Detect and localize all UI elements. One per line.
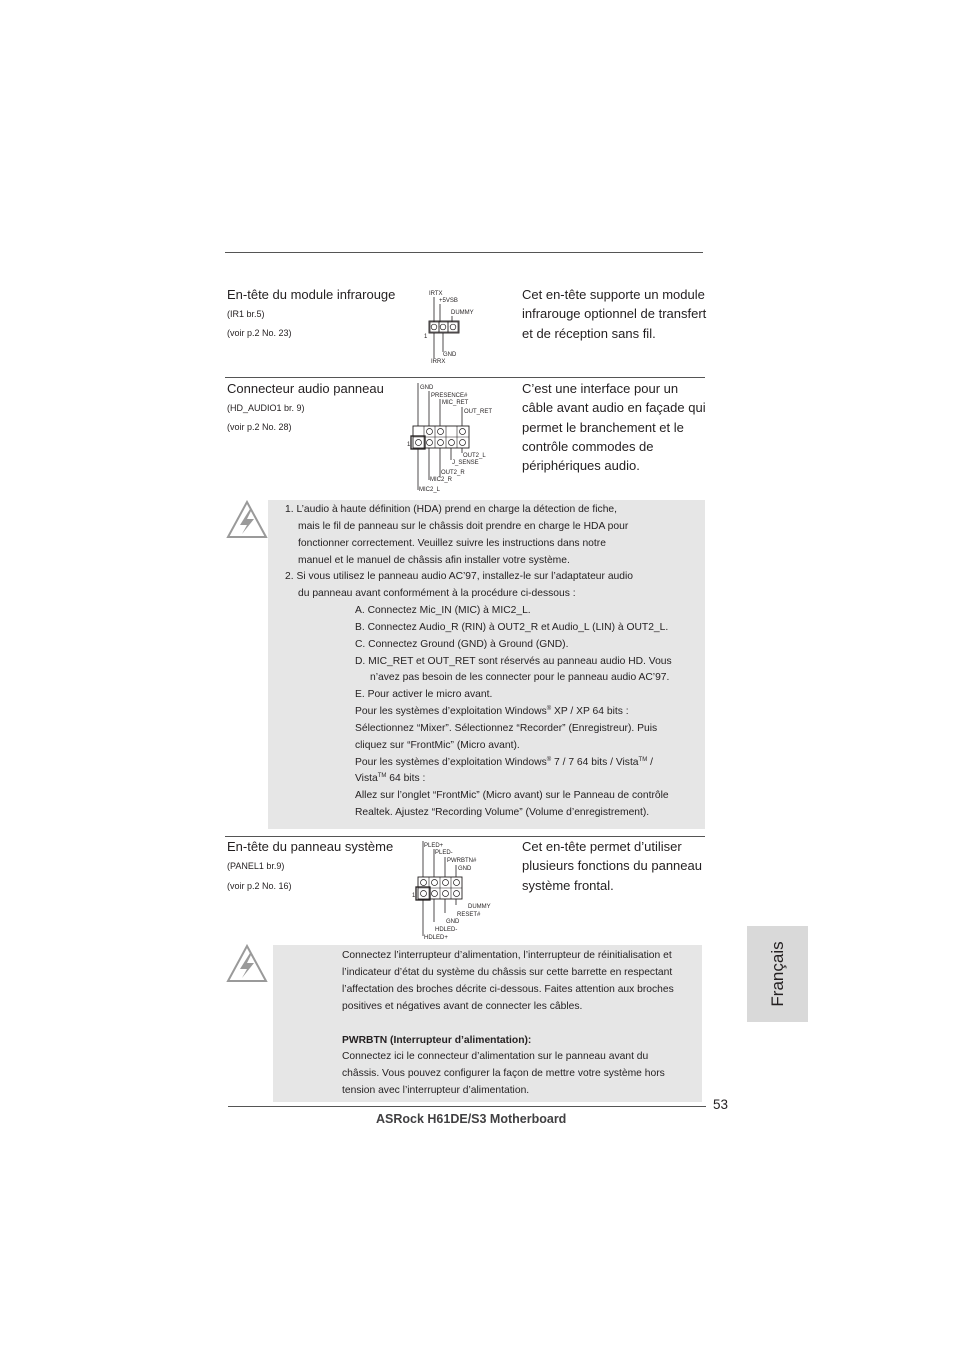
note1-vista-text-end: 64 bits :	[386, 773, 426, 784]
note1-line: mais le fil de panneau sur le châssis doit prendre en charge le HDA pour	[298, 521, 629, 532]
panel-pin-pled-plus: PLED+	[424, 843, 444, 849]
registered-mark: ®	[546, 757, 552, 763]
note1-line: du panneau avant conformément à la procédure ci-dessous :	[298, 588, 576, 599]
audio-pin-out-ret: OUT_RET	[464, 409, 493, 415]
rule-ir	[225, 377, 705, 378]
ir-title: En-tête du module infrarouge	[227, 287, 396, 302]
note1-line: C. Connectez Ground (GND) à Ground (GND).	[355, 639, 569, 650]
note1-line: manuel et le manuel de châssis afin installer votre système.	[298, 555, 570, 566]
panel-ref1: (PANEL1 br.9)	[227, 861, 285, 871]
note1-line: B. Connectez Audio_R (RIN) à OUT2_R et Audio_L (LIN) à OUT2_L.	[355, 622, 669, 633]
audio-ref1: (HD_AUDIO1 br. 9)	[227, 403, 305, 413]
note1-xp-text: Pour les systèmes d’exploitation Windows	[355, 706, 547, 717]
note1-line: n’avez pas besoin de les connecter pour le panneau audio AC’97.	[370, 672, 670, 683]
ir-pin-dummy: DUMMY	[451, 310, 474, 316]
ir-ref1: (IR1 br.5)	[227, 309, 265, 319]
page-number: 53	[713, 1097, 729, 1112]
note-box-audio	[268, 500, 705, 829]
audio-pin-one: 1	[407, 442, 411, 448]
panel-pin-hdled-plus: HDLED+	[424, 935, 448, 941]
note-box-panel	[273, 945, 702, 1102]
note1-w7-line	[355, 757, 653, 768]
trademark-mark: TM	[377, 773, 387, 779]
note1-w7-text: Pour les systèmes d’exploitation Windows	[355, 757, 547, 768]
note2-line: l’indicateur d’état du système du châssis sur cette barrette en respectant	[342, 967, 673, 978]
note2-line: positives et négatives avant de connecter les câbles.	[342, 1001, 583, 1012]
note1-vista-text: Vista	[355, 773, 378, 784]
note1-line: Sélectionnez “Mixer”. Sélectionnez “Recorder” (Enregistreur). Puis	[355, 723, 658, 734]
audio-description: C’est une interface pour un câble avant audio en façade qui permet le branchement et le contrôle commodes de périphériques audio.	[522, 381, 706, 474]
ir-pin-irtx: IRTX	[429, 291, 443, 297]
note1-xp-line	[355, 706, 629, 717]
panel-pin-gnd: GND	[458, 866, 472, 872]
note1-w7-text-mid: 7 / 7 64 bits / Vista	[551, 757, 639, 768]
audio-pin-out2-l: OUT2_L	[463, 453, 486, 459]
note1-line: Allez sur l’onglet “FrontMic” (Micro avant) sur le Panneau de contrôle	[355, 790, 669, 801]
note1-vista-line	[355, 773, 425, 784]
audio-ref2: (voir p.2 No. 28)	[227, 422, 292, 432]
note1-line: A. Connectez Mic_IN (MIC) à MIC2_L.	[355, 605, 531, 616]
footer-title: ASRock H61DE/S3 Motherboard	[376, 1112, 567, 1126]
audio-pin-j-sense: J_SENSE	[452, 460, 479, 466]
panel-description: Cet en-tête permet d’utiliser plusieurs fonctions du panneau système frontal.	[522, 839, 702, 893]
note1-line: 1. L’audio à haute définition (HDA) prend en charge la détection de fiche,	[285, 504, 618, 515]
panel-ref2: (voir p.2 No. 16)	[227, 881, 292, 891]
audio-pin-mic-ret: MIC_RET	[442, 400, 469, 406]
language-side-tab	[747, 926, 808, 1022]
note2-line: l’affectation des broches décrite ci-dessous. Faites attention aux broches	[342, 984, 674, 995]
audio-pin-mic2-l: MIC2_L	[419, 487, 441, 493]
panel-title: En-tête du panneau système	[227, 839, 394, 854]
ir-pin-gnd: GND	[443, 352, 457, 358]
audio-pin-gnd: GND	[420, 385, 434, 391]
ir-pin-one: 1	[424, 334, 428, 340]
ir-description: Cet en-tête supporte un module infrarouge optionnel de transfert et de réception sans fil.	[522, 287, 707, 341]
note1-w7-text-end: /	[647, 757, 653, 768]
panel-pin-diagram	[410, 838, 500, 942]
note1-line: cliquez sur “FrontMic” (Micro avant).	[355, 740, 520, 751]
audio-pin-diagram	[405, 380, 515, 496]
panel-pin-pwrbtn: PWRBTN#	[447, 858, 477, 864]
panel-pin-pled-minus: PLED-	[435, 850, 453, 856]
panel-pin-gnd2: GND	[446, 919, 460, 925]
note1-line: E. Pour activer le micro avant.	[355, 689, 493, 700]
registered-mark: ®	[546, 706, 552, 712]
warning-icon	[226, 944, 268, 989]
language-side-tab-label: Français	[767, 941, 787, 1007]
note1-line: fonctionner correctement. Veuillez suivre les instructions dans notre	[298, 538, 606, 549]
note1-xp-text-end: XP / XP 64 bits :	[551, 706, 629, 717]
ir-pin-5vsb: +5VSB	[439, 298, 458, 304]
audio-pin-out2-r: OUT2_R	[441, 470, 465, 476]
note2-line: Connectez ici le connecteur d’alimentation sur le panneau avant du	[342, 1051, 649, 1062]
ir-pin-diagram	[415, 286, 495, 366]
audio-title: Connecteur audio panneau	[227, 381, 384, 396]
warning-icon	[226, 500, 268, 545]
note1-line: 2. Si vous utilisez le panneau audio AC’97, installez-le sur l’adaptateur audio	[285, 571, 634, 582]
ir-pin-irrx: IRRX	[431, 359, 446, 365]
top-rule	[225, 252, 703, 253]
note2-line: Connectez l’interrupteur d’alimentation, l’interrupteur de réinitialisation et	[342, 950, 672, 961]
audio-pin-mic2-r: MIC2_R	[430, 477, 453, 483]
panel-pin-one: 1	[412, 893, 416, 899]
trademark-mark: TM	[638, 757, 648, 763]
note2-heading: PWRBTN (Interrupteur d’alimentation):	[342, 1035, 532, 1046]
note1-line: Realtek. Ajustez “Recording Volume” (Volume d’enregistrement).	[355, 807, 650, 818]
note1-line: D. MIC_RET et OUT_RET sont réservés au panneau audio HD. Vous	[355, 656, 672, 667]
footer-rule	[228, 1106, 706, 1107]
note2-line: tension avec l’interrupteur d’alimentation.	[342, 1085, 530, 1096]
panel-pin-hdled-minus: HDLED-	[435, 927, 458, 933]
note2-line: châssis. Vous pouvez configurer la façon de mettre votre système hors	[342, 1068, 665, 1079]
panel-pin-reset: RESET#	[457, 912, 481, 918]
ir-ref2: (voir p.2 No. 23)	[227, 328, 292, 338]
audio-pin-presence: PRESENCE#	[431, 393, 468, 399]
panel-pin-dummy: DUMMY	[468, 904, 491, 910]
